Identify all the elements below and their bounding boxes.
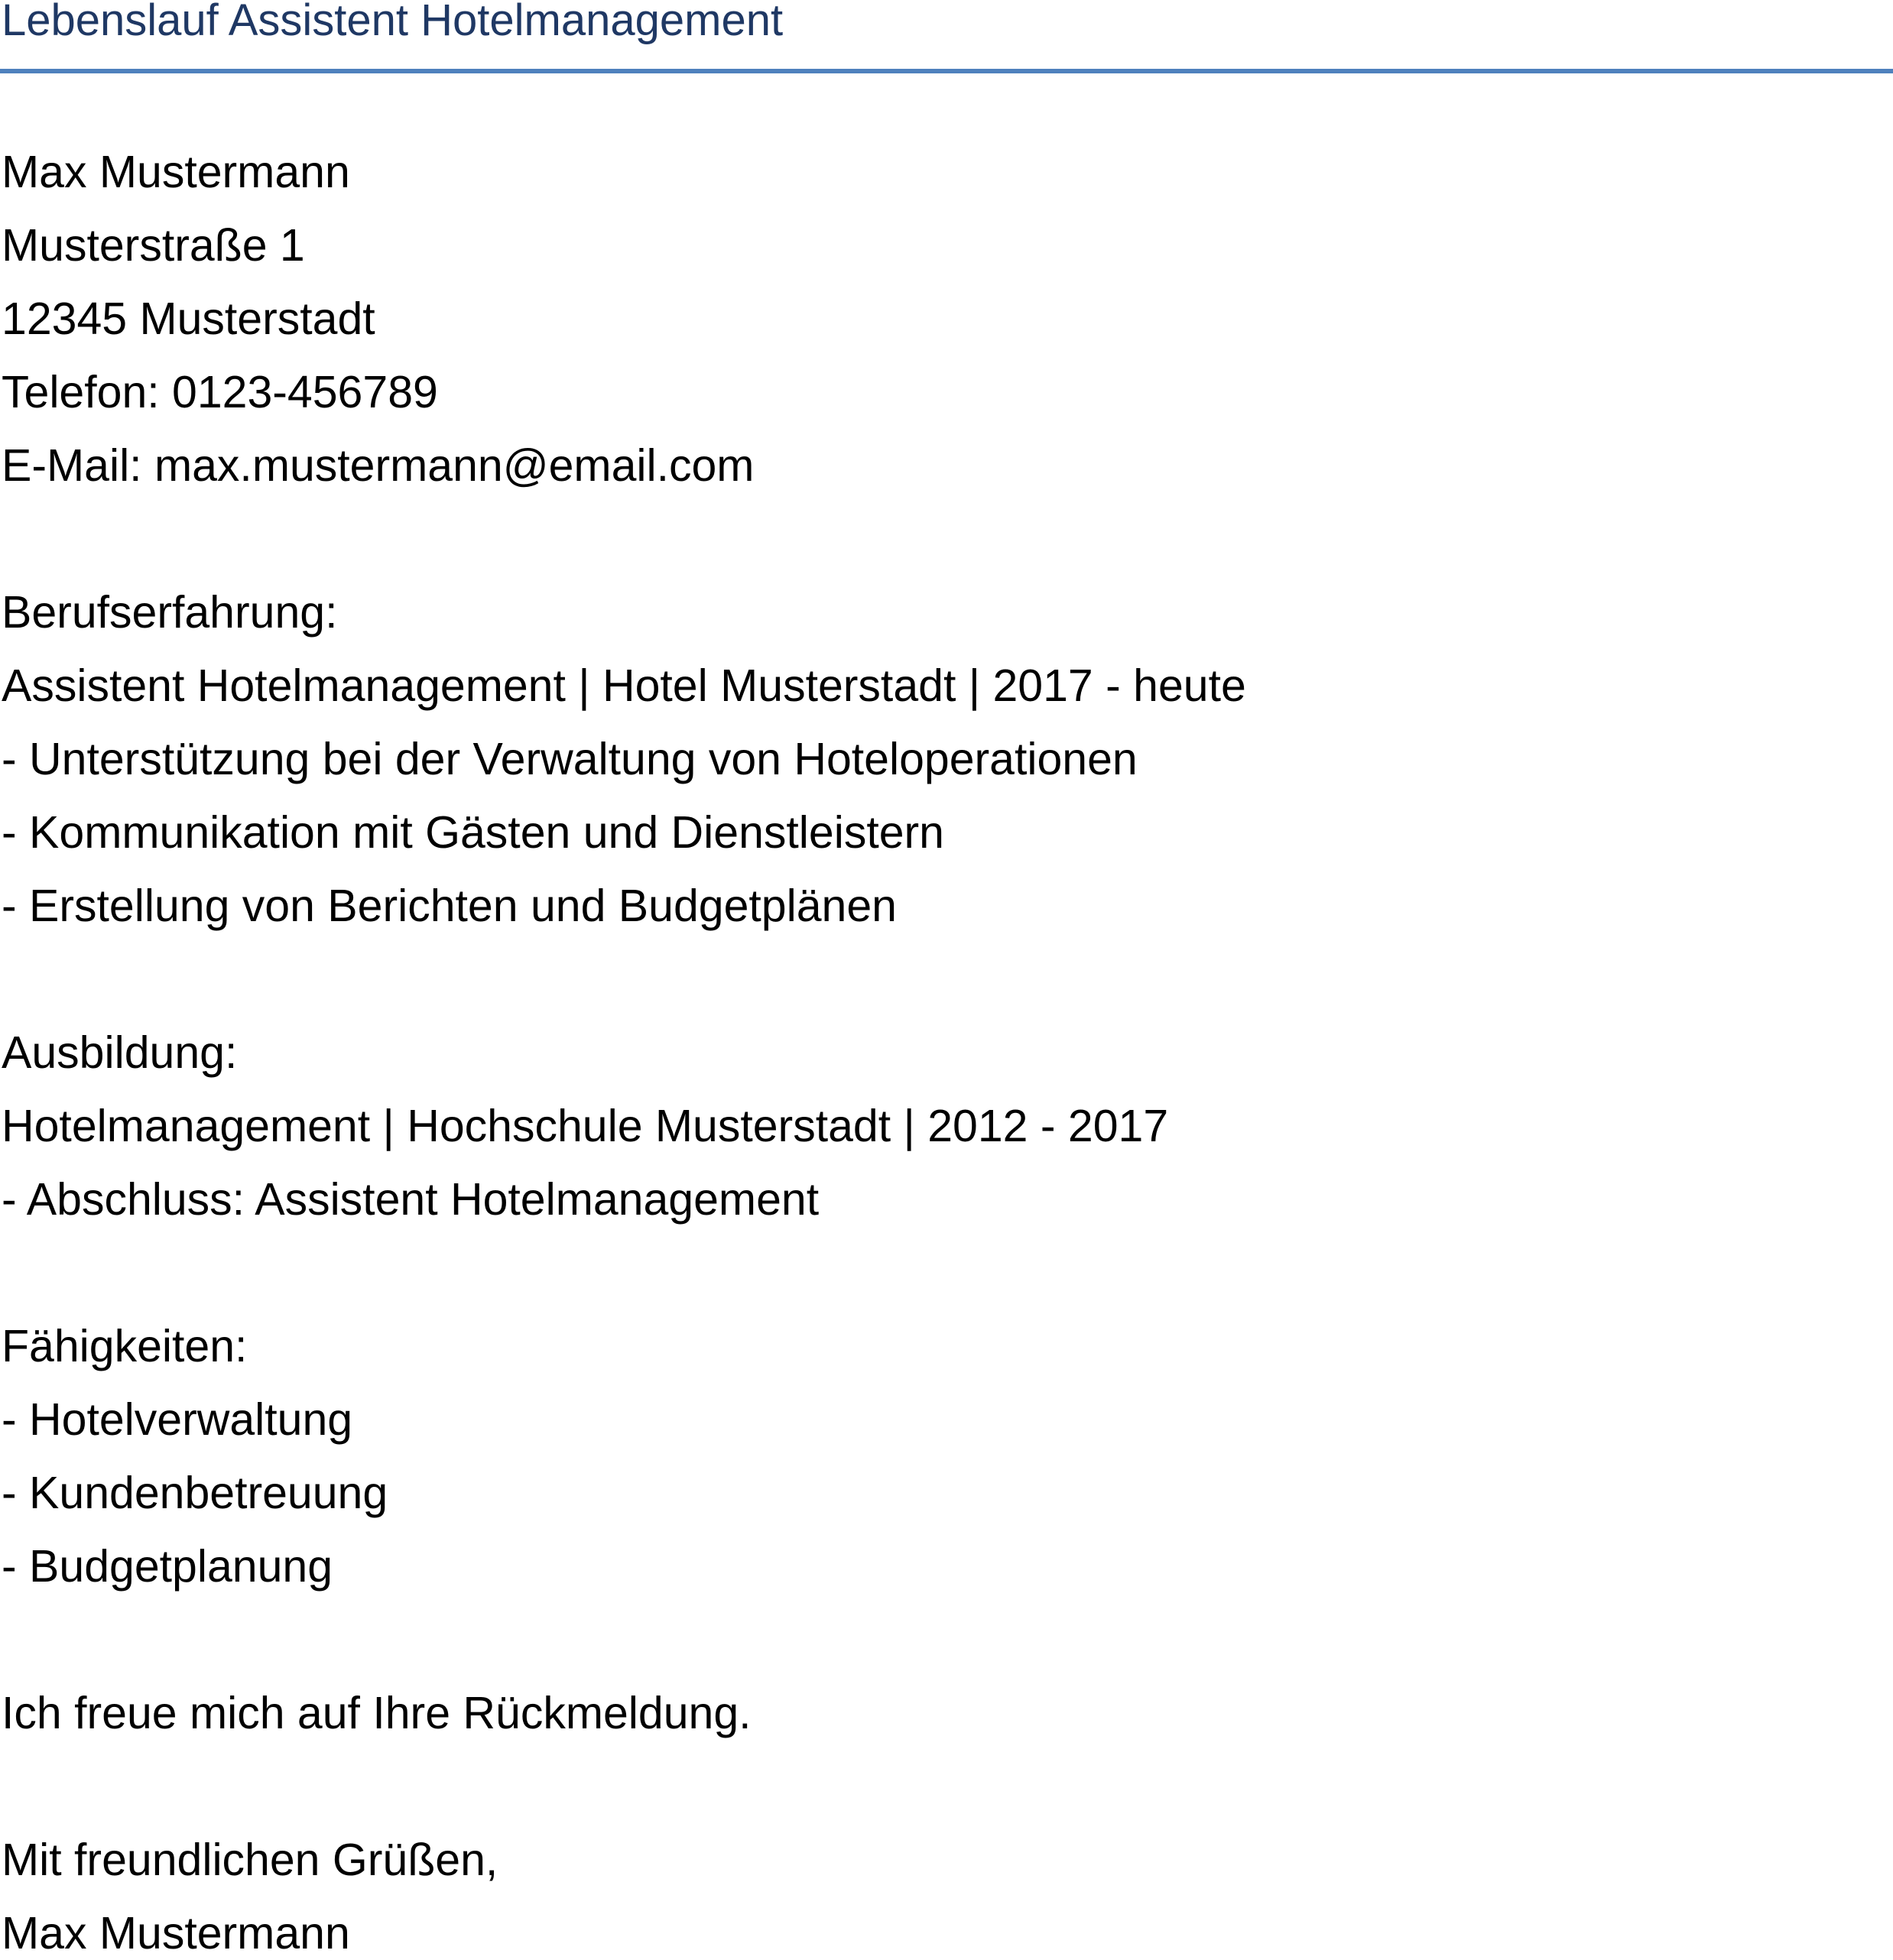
skills-heading: Fähigkeiten: bbox=[2, 1321, 248, 1371]
signature-name: Max Mustermann bbox=[2, 1908, 350, 1958]
contact-street: Musterstraße 1 bbox=[2, 220, 305, 271]
experience-bullet: - Erstellung von Berichten und Budgetplänen bbox=[2, 881, 897, 931]
skills-bullet: - Budgetplanung bbox=[2, 1541, 333, 1592]
contact-email: E-Mail: max.mustermann@email.com bbox=[2, 440, 755, 491]
education-bullet: - Abschluss: Assistent Hotelmanagement bbox=[2, 1174, 820, 1225]
experience-heading: Berufserfahrung: bbox=[2, 587, 338, 638]
closing-sentence: Ich freue mich auf Ihre Rückmeldung. bbox=[2, 1688, 752, 1738]
closing-salutation: Mit freundlichen Grüßen, bbox=[2, 1835, 498, 1885]
experience-entry: Assistent Hotelmanagement | Hotel Musterstadt | 2017 - heute bbox=[2, 660, 1246, 711]
experience-bullet: - Kommunikation mit Gästen und Dienstleistern bbox=[2, 807, 944, 858]
contact-phone: Telefon: 0123-456789 bbox=[2, 367, 438, 417]
document-title: Lebenslauf Assistent Hotelmanagement bbox=[2, 0, 784, 45]
skills-bullet: - Kundenbetreuung bbox=[2, 1468, 388, 1518]
education-entry: Hotelmanagement | Hochschule Musterstadt | 2012 - 2017 bbox=[2, 1101, 1169, 1151]
contact-name: Max Mustermann bbox=[2, 147, 350, 197]
education-heading: Ausbildung: bbox=[2, 1027, 238, 1078]
title-divider bbox=[0, 69, 1893, 73]
experience-bullet: - Unterstützung bei der Verwaltung von Hoteloperationen bbox=[2, 734, 1138, 784]
skills-bullet: - Hotelverwaltung bbox=[2, 1394, 353, 1445]
contact-city: 12345 Musterstadt bbox=[2, 294, 375, 344]
